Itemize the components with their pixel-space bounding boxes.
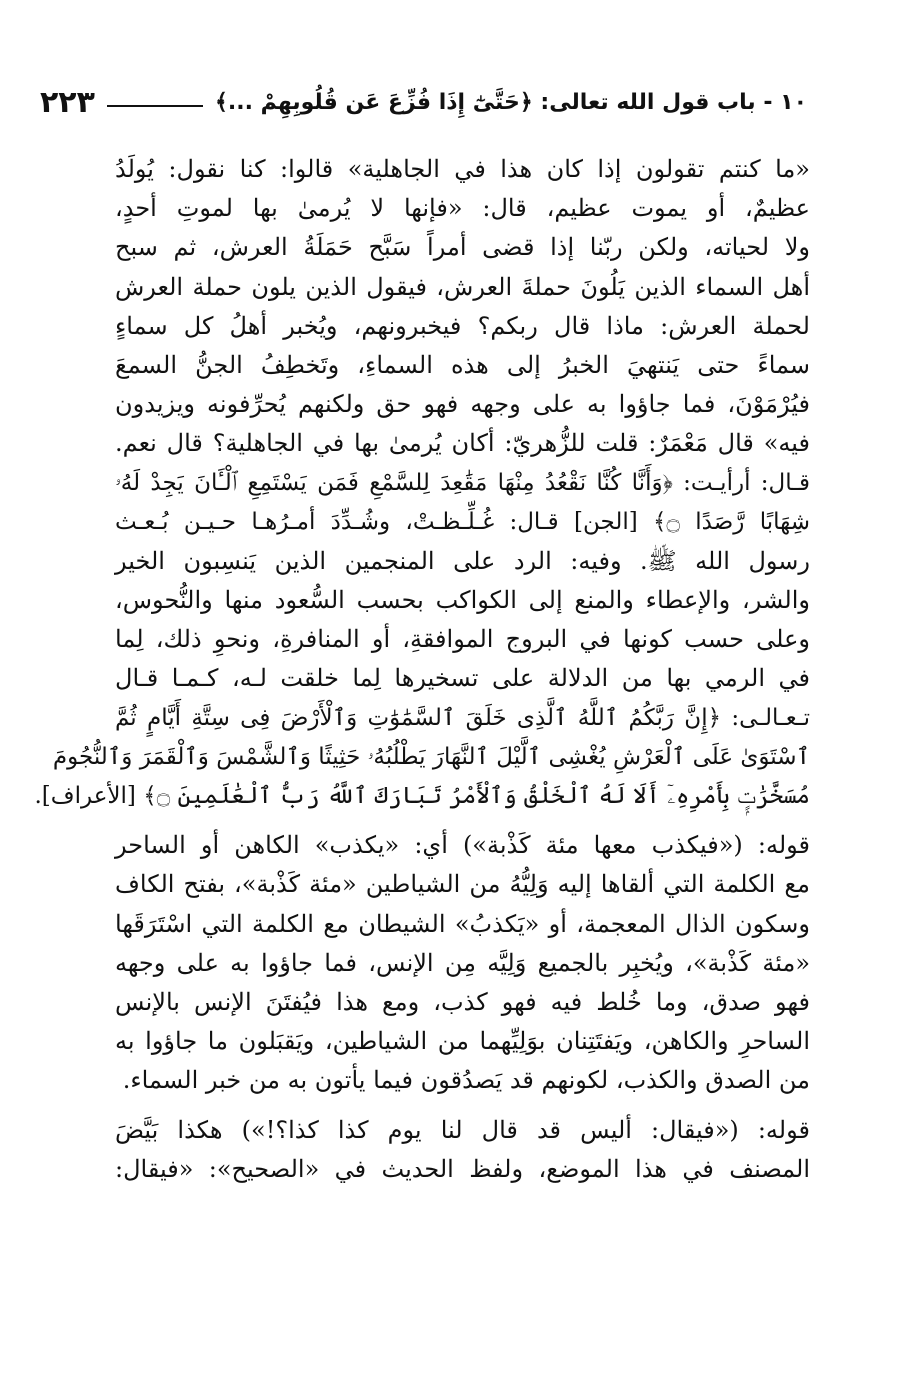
text-line: «ما كنتم تقولون إذا كان هذا في الجاهلية» قالوا: كنا نقول: يُولَدُ (115, 155, 810, 183)
chapter-title: ١٠ - باب قول الله تعالى: ﴿حَتَّىٰٓ إِذَا فُزِّعَ عَن قُلُوبِهِمْ ...﴾ (214, 89, 807, 115)
text-line: لحملة العرش: ماذا قال ربكم؟ فيخبرونهم، ويُخبر أهلُ كل سماءٍ (115, 311, 810, 340)
text-line: وسكون الذال المعجمة، أو «يَكذبُ» الشيطان مع الكلمة التي اسْتَرَقَها (115, 909, 810, 938)
text-line: رسول الله ﷺ. وفيه: الرد على المنجمين الذين يَنسِبون الخير (115, 546, 810, 575)
text-line: وعلى حسب كونها في البروج الموافقةِ، أو المنافرةِ، ونحوِ ذلك، لِما (115, 625, 810, 654)
text-line: أهل السماء الذين يَلُونَ حملةَ العرش، فيقول الذين يلون حملة العرش (115, 272, 810, 301)
text-line: فهو صدق، وما خُلط فيه فهو كذب، ومع هذا فيُفتَنَ الإنس بالإنس (115, 987, 810, 1016)
quran-verse-line: ٱسْتَوَىٰ عَلَى ٱلْعَرْشِ يُغْشِى ٱلَّيْلَ ٱلنَّهَارَ يَطْلُبُهُۥ حَثِيثًا وَٱلشَّمْسَ وَٱلْقَمَرَ وَٱلنُّجُومَ (52, 743, 810, 770)
text-line: عظيمٌ، أو يموت عظيم، قال: «فإنها لا يُرمىٰ بها لموتِ أحدٍ، (115, 194, 810, 223)
text-line: فيه» قال مَعْمَرٌ: قلت للزُّهريّ: أكان يُرمىٰ بها في الجاهلية؟ قال نعم. (115, 429, 810, 458)
text-line: مع الكلمة التي ألقاها إليه وَلِيُّهُ من الشياطين «مئة كَذْبة»، بفتح الكاف (115, 870, 810, 899)
text-line: سماءً حتى يَنتهيَ الخبرُ إلى هذه السماءِ، وتَخطِفُ الجنُّ السمعَ (115, 350, 810, 379)
page-number: ٢٢٣ (40, 84, 95, 120)
text-line: ولا لحياته، ولكن ربّنا إذا قضى أمراً سَبَّح حَمَلَةُ العرش، ثم سبح (115, 233, 810, 262)
text-line: الساحرِ والكاهن، ويَفتَتِنان بوَلِيِّهما من الشياطين، ويَقبَلون ما جاؤوا به (115, 1027, 811, 1056)
page-body (34, 150, 811, 1189)
quran-verse-line: تـعـالـى: ﴿إِنَّ رَبَّكُمُ ٱللَّهُ ٱلَّذِى خَلَقَ ٱلسَّمَٰوَٰتِ وَٱلْأَرْضَ فِى سِتَّةِ أَيَّامٍ ثُمَّ (115, 704, 810, 731)
commentary-lead-line: قوله: («فيقال: أليس قد قال لنا يوم كذا كذا؟!») هكذا بَيَّضَ (115, 1115, 810, 1144)
header-rule (107, 105, 203, 107)
text-line: والشر، والإعطاء والمنع إلى الكواكب بحسب السُّعود منها والنُّحوس، (115, 586, 810, 615)
quran-verse-line: مُسَخَّرَٰتٍۭ بِأَمْرِهِۦٓ أَلَا لَهُ ٱلْخَلْقُ وَٱلْأَمْرُ تَبَارَكَ ٱللَّهُ رَبُّ ٱلْعَٰلَمِينَ ۝﴾ [الأعراف]. (34, 783, 810, 809)
text-line: فيُرْمَوْنَ، فما جاؤوا به على وجهه فهو حق ولكنهم يُحرِّفونه ويزيدون (115, 390, 810, 419)
text-line: المصنف في هذا الموضع، ولفظ الحديث في «الصحيح»: «فيقال: (115, 1154, 810, 1183)
quran-verse-line: قـال: أرأيـت: ﴿وَأَنَّا كُنَّا نَقْعُدُ مِنْهَا مَقَٰعِدَ لِلسَّمْعِ فَمَن يَسْتَمِعِ ٱلْـَٔانَ يَجِدْ لَهُۥ (115, 469, 810, 496)
text-line: من الصدق والكذب، لكونهم قد يَصدُقون فيما يأتون به من خبر السماء. (122, 1066, 810, 1095)
quran-verse-line: شِهَابًا رَّصَدًا ۝﴾ [الجن] قـال: غُـلِّـظـتْ، وشُـدِّدَ أمـرُهـا حـيـن بُـعـث (115, 508, 810, 535)
commentary-lead-line: قوله: («فيكذب معها مئة كَذْبة») أي: «يكذب» الكاهن أو الساحر (115, 831, 810, 860)
text-line: في الرمي بها من الدلالة على تسخيرها لِما خلقت لـه، كـمـا قـال (115, 664, 811, 693)
page-header (40, 82, 807, 122)
text-line: «مئة كَذْبة»، ويُخبِر بالجميع وَلِيَّه مِن الإنس، فما جاؤوا به على وجهه (115, 948, 811, 977)
